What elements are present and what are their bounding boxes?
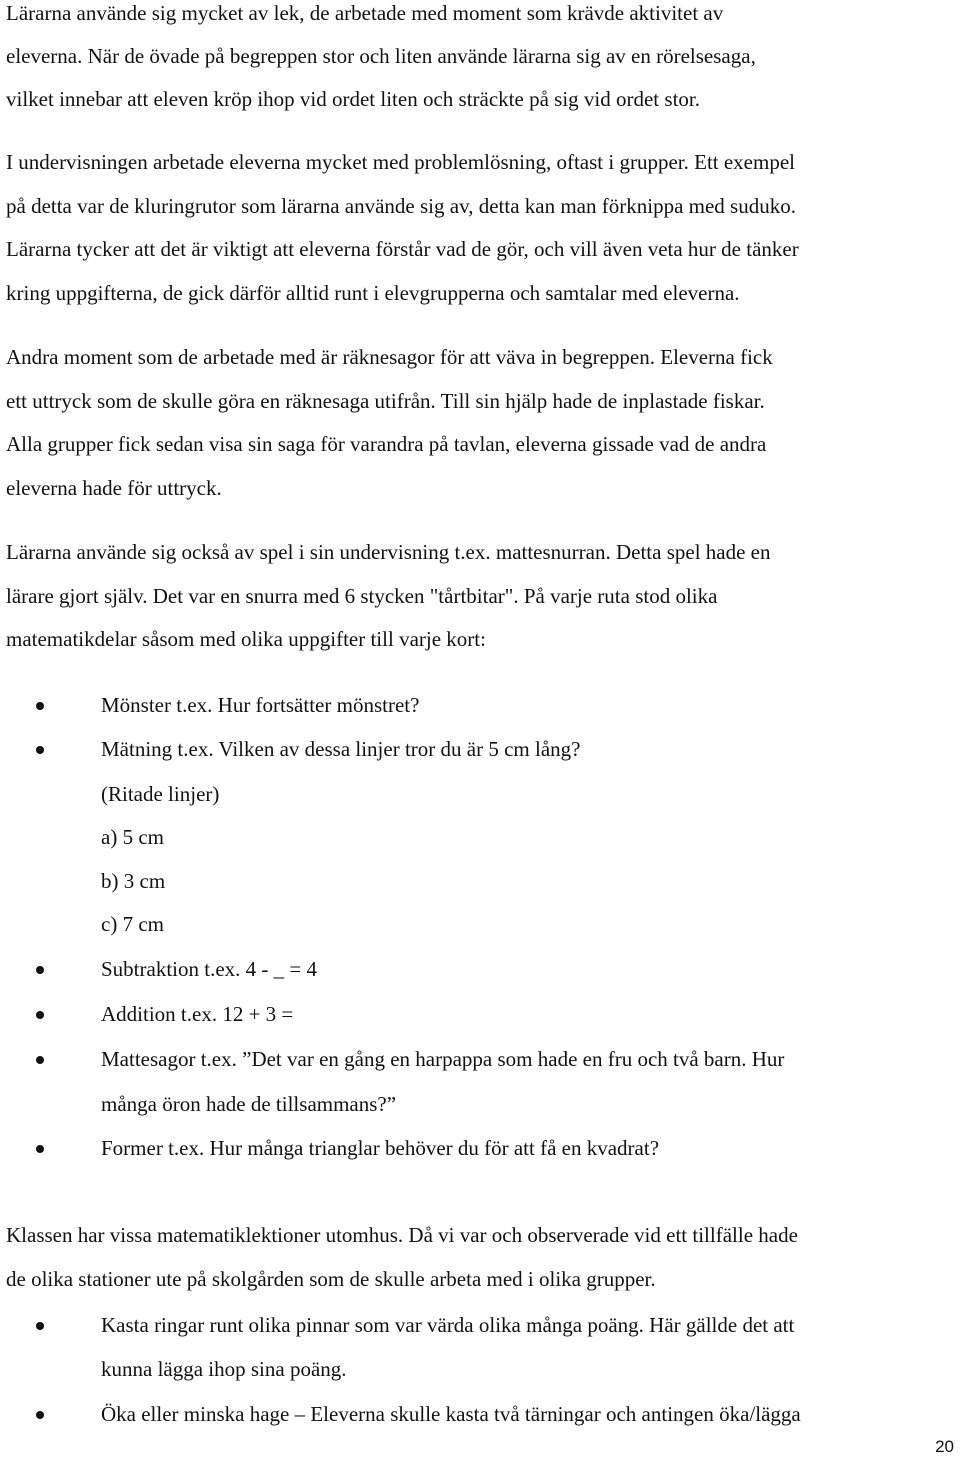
page-number: 20 (935, 1437, 954, 1456)
bullet-dot (36, 1322, 44, 1330)
paragraph-3-line-4: eleverna hade för uttryck. (6, 476, 222, 500)
bullet-dot (36, 1011, 44, 1019)
paragraph-4-line-2: lärare gjort själv. Det var en snurra med 6 stycken "tårtbitar". På varje ruta stod olika (6, 584, 718, 608)
bullet-dot (36, 1145, 44, 1153)
list-item-oka-minska-hage: Öka eller minska hage – Eleverna skulle kasta två tärningar och antingen öka/lägga (101, 1402, 801, 1426)
paragraph-2-line-4: kring uppgifterna, de gick därför alltid runt i elevgrupperna och samtalar med eleverna. (6, 281, 740, 305)
paragraph-1-line-1: Lärarna använde sig mycket av lek, de arbetade med moment som krävde aktivitet av (6, 1, 724, 25)
bullet-dot (36, 966, 44, 974)
paragraph-5-line-1: Klassen har vissa matematiklektioner utomhus. Då vi var och observerade vid ett tillfälle hade (6, 1223, 798, 1247)
bullet-dot (36, 1411, 44, 1419)
list-item-subtraktion: Subtraktion t.ex. 4 - _ = 4 (101, 957, 317, 981)
paragraph-4-line-1: Lärarna använde sig också av spel i sin undervisning t.ex. mattesnurran. Detta spel hade en (6, 540, 771, 564)
list-subitem-ritade-linjer: (Ritade linjer) (101, 782, 220, 806)
list-item-former: Former t.ex. Hur många trianglar behöver du för att få en kvadrat? (101, 1136, 660, 1160)
list-item-mattesagor-line-1: Mattesagor t.ex. ”Det var en gång en harpappa som hade en fru och två barn. Hur (101, 1047, 785, 1071)
paragraph-1-line-2: eleverna. När de övade på begreppen stor och liten använde lärarna sig av en rörelsesaga, (6, 44, 756, 68)
bullet-dot (36, 746, 44, 754)
paragraph-5-line-2: de olika stationer ute på skolgården som de skulle arbeta med i olika grupper. (6, 1267, 656, 1291)
list-item-mattesagor-line-2: många öron hade de tillsammans?” (101, 1092, 397, 1116)
list-subitem-c: c) 7 cm (101, 912, 164, 936)
paragraph-1-line-3: vilket innebar att eleven kröp ihop vid ordet liten och sträckte på sig vid ordet stor. (6, 87, 700, 111)
paragraph-2-line-1: I undervisningen arbetade eleverna mycket med problemlösning, oftast i grupper. Ett exempel (6, 150, 795, 174)
paragraph-2-line-2: på detta var de kluringrutor som lärarna använde sig av, detta kan man förknippa med suduko. (6, 194, 796, 218)
list-item-addition: Addition t.ex. 12 + 3 = (101, 1002, 294, 1026)
list-item-kasta-ringar-line-1: Kasta ringar runt olika pinnar som var värda olika många poäng. Här gällde det att (101, 1313, 795, 1337)
paragraph-3-line-1: Andra moment som de arbetade med är räknesagor för att väva in begreppen. Eleverna fick (6, 345, 773, 369)
paragraph-4-line-3: matematikdelar såsom med olika uppgifter till varje kort: (6, 627, 486, 651)
paragraph-3-line-3: Alla grupper fick sedan visa sin saga för varandra på tavlan, eleverna gissade vad de andra (6, 432, 767, 456)
list-item-matning: Mätning t.ex. Vilken av dessa linjer tror du är 5 cm lång? (101, 737, 581, 761)
list-subitem-b: b) 3 cm (101, 869, 166, 893)
paragraph-2-line-3: Lärarna tycker att det är viktigt att eleverna förstår vad de gör, och vill även veta hur de tänker (6, 237, 799, 261)
list-subitem-a: a) 5 cm (101, 825, 164, 849)
list-item-monster: Mönster t.ex. Hur fortsätter mönstret? (101, 693, 420, 717)
paragraph-3-line-2: ett uttryck som de skulle göra en räknesaga utifrån. Till sin hjälp hade de inplastade fiskar. (6, 389, 765, 413)
bullet-dot (36, 702, 44, 710)
list-item-kasta-ringar-line-2: kunna lägga ihop sina poäng. (101, 1357, 347, 1381)
bullet-dot (36, 1056, 44, 1064)
